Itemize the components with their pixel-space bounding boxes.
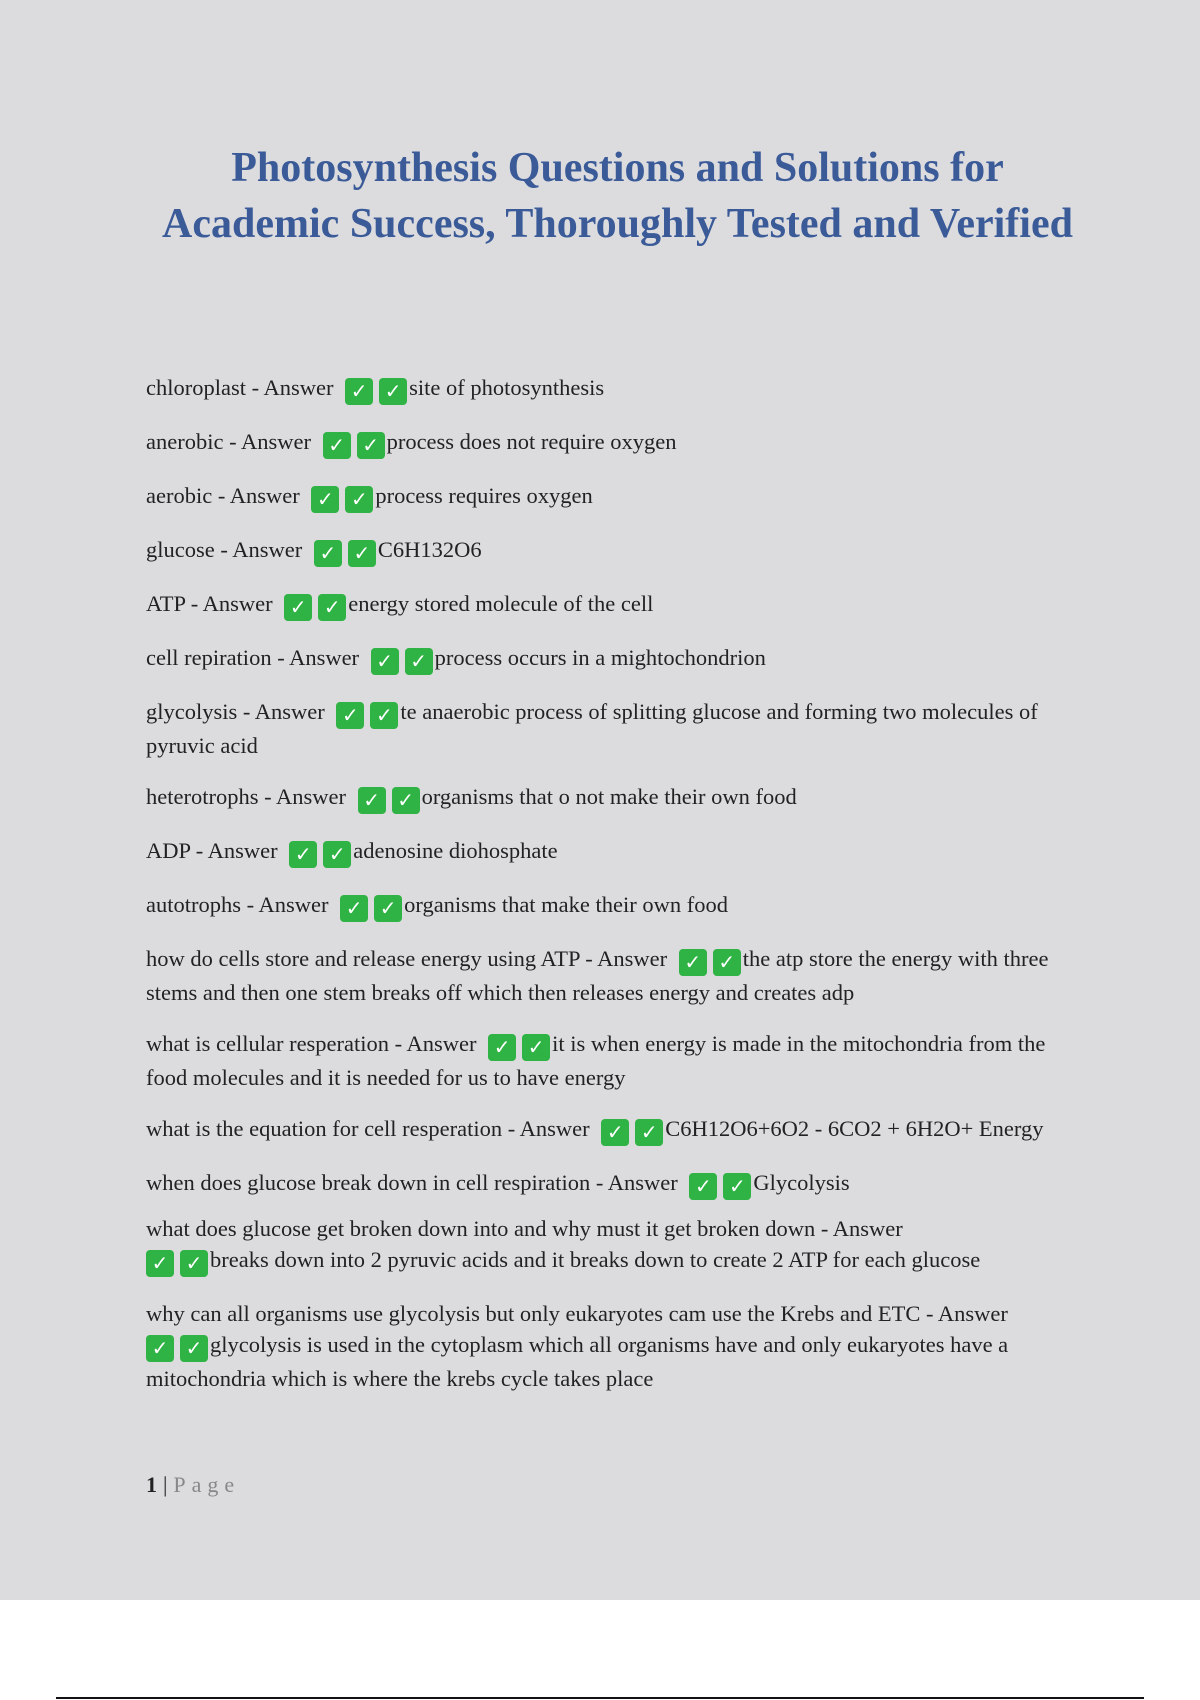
qa-item xyxy=(146,1213,1076,1278)
check-mark-icon: ✓ xyxy=(522,1034,550,1061)
qa-item xyxy=(146,1028,1076,1093)
check-mark-icon: ✓ xyxy=(284,594,312,621)
check-pair xyxy=(689,1170,752,1201)
check-mark-icon: ✓ xyxy=(345,486,373,513)
qa-term: what is the equation for cell resperation - Answer xyxy=(146,1116,590,1141)
qa-answer: Glycolysis xyxy=(753,1170,850,1195)
qa-answer: breaks down into 2 pyruvic acids and it breaks down to create 2 ATP for each glucose xyxy=(210,1247,981,1272)
check-mark-icon: ✓ xyxy=(323,432,351,459)
qa-answer: glycolysis is used in the cytoplasm which all organisms have and only eukaryotes have a mitochondria which is where the krebs cycle takes place xyxy=(146,1332,1009,1391)
check-pair xyxy=(323,429,386,460)
check-pair xyxy=(289,838,352,869)
check-mark-icon: ✓ xyxy=(345,378,373,405)
qa-item xyxy=(146,889,1076,923)
qa-answer: energy stored molecule of the cell xyxy=(348,591,654,616)
check-mark-icon: ✓ xyxy=(370,702,398,729)
check-mark-icon: ✓ xyxy=(689,1173,717,1200)
page-separator: | xyxy=(163,1472,168,1497)
qa-item xyxy=(146,696,1076,761)
check-pair xyxy=(371,645,434,676)
check-mark-icon: ✓ xyxy=(374,895,402,922)
check-pair xyxy=(340,892,403,923)
qa-term: heterotrophs - Answer xyxy=(146,784,346,809)
check-mark-icon: ✓ xyxy=(713,949,741,976)
check-pair xyxy=(601,1116,664,1147)
qa-term: ADP - Answer xyxy=(146,838,278,863)
qa-item xyxy=(146,534,1076,568)
check-mark-icon: ✓ xyxy=(679,949,707,976)
qa-term: what does glucose get broken down into and why must it get broken down - Answer xyxy=(146,1216,903,1241)
qa-answer: C6H12O6+6O2 - 6CO2 + 6H2O+ Energy xyxy=(665,1116,1044,1141)
check-mark-icon: ✓ xyxy=(323,841,351,868)
check-mark-icon: ✓ xyxy=(311,486,339,513)
check-mark-icon: ✓ xyxy=(348,540,376,567)
check-pair xyxy=(358,784,421,815)
qa-term: ATP - Answer xyxy=(146,591,273,616)
qa-item xyxy=(146,1113,1076,1147)
qa-item xyxy=(146,480,1076,514)
check-mark-icon: ✓ xyxy=(180,1250,208,1277)
qa-term: autotrophs - Answer xyxy=(146,892,329,917)
check-pair xyxy=(679,946,742,977)
check-mark-icon: ✓ xyxy=(289,841,317,868)
check-pair xyxy=(146,1332,209,1363)
qa-answer: organisms that o not make their own food xyxy=(421,784,797,809)
bottom-divider xyxy=(56,1697,1144,1699)
check-mark-icon: ✓ xyxy=(601,1119,629,1146)
qa-item xyxy=(146,642,1076,676)
qa-term: aerobic - Answer xyxy=(146,483,300,508)
qa-answer: it is when energy is made in the mitochondria from the food molecules and it is needed for us to have energy xyxy=(146,1031,1046,1090)
qa-term: cell repiration - Answer xyxy=(146,645,360,670)
page-number: 1 xyxy=(146,1472,157,1497)
qa-answer: the atp store the energy with three stems and then one stem breaks off which then releases energy and creates adp xyxy=(146,946,1049,1005)
page-footer xyxy=(146,1472,240,1498)
check-mark-icon: ✓ xyxy=(180,1335,208,1362)
qa-term: anerobic - Answer xyxy=(146,429,311,454)
check-mark-icon: ✓ xyxy=(635,1119,663,1146)
qa-term: how do cells store and release energy using ATP - Answer xyxy=(146,946,668,971)
check-pair xyxy=(284,591,347,622)
check-pair xyxy=(345,375,408,406)
check-pair xyxy=(336,699,399,730)
document-title: Photosynthesis Questions and Solutions for Academic Success, Thoroughly Tested and Verified xyxy=(162,145,1073,247)
check-mark-icon: ✓ xyxy=(146,1335,174,1362)
check-pair xyxy=(488,1031,551,1062)
check-mark-icon: ✓ xyxy=(371,648,399,675)
qa-answer: organisms that make their own food xyxy=(404,892,729,917)
qa-term: glucose - Answer xyxy=(146,537,303,562)
qa-item xyxy=(146,426,1076,460)
check-pair xyxy=(311,483,374,514)
qa-term: what is cellular resperation - Answer xyxy=(146,1031,477,1056)
qa-answer: C6H132O6 xyxy=(377,537,482,562)
page-label: Page xyxy=(173,1472,241,1497)
qa-item xyxy=(146,943,1076,1008)
qa-list xyxy=(146,372,1076,1414)
qa-item xyxy=(146,1167,1076,1201)
qa-answer: site of photosynthesis xyxy=(409,375,605,400)
qa-answer: process requires oxygen xyxy=(375,483,593,508)
check-mark-icon: ✓ xyxy=(357,432,385,459)
check-mark-icon: ✓ xyxy=(318,594,346,621)
qa-answer: te anaerobic process of splitting glucose and forming two molecules of pyruvic acid xyxy=(146,699,1038,758)
check-mark-icon: ✓ xyxy=(392,787,420,814)
check-pair xyxy=(314,537,377,568)
check-mark-icon: ✓ xyxy=(488,1034,516,1061)
check-mark-icon: ✓ xyxy=(358,787,386,814)
check-mark-icon: ✓ xyxy=(405,648,433,675)
qa-answer: process does not require oxygen xyxy=(386,429,677,454)
qa-answer: process occurs in a mightochondrion xyxy=(434,645,766,670)
check-mark-icon: ✓ xyxy=(723,1173,751,1200)
qa-item xyxy=(146,372,1076,406)
qa-item xyxy=(146,781,1076,815)
qa-term: why can all organisms use glycolysis but only eukaryotes cam use the Krebs and ETC - Answer xyxy=(146,1301,1008,1326)
check-mark-icon: ✓ xyxy=(379,378,407,405)
qa-answer: adenosine diohosphate xyxy=(353,838,558,863)
qa-item xyxy=(146,588,1076,622)
qa-term: chloroplast - Answer xyxy=(146,375,334,400)
qa-term: glycolysis - Answer xyxy=(146,699,325,724)
check-mark-icon: ✓ xyxy=(336,702,364,729)
qa-term: when does glucose break down in cell respiration - Answer xyxy=(146,1170,678,1195)
check-mark-icon: ✓ xyxy=(146,1250,174,1277)
qa-item xyxy=(146,835,1076,869)
check-pair xyxy=(146,1247,209,1278)
check-mark-icon: ✓ xyxy=(314,540,342,567)
check-mark-icon: ✓ xyxy=(340,895,368,922)
qa-item xyxy=(146,1298,1076,1394)
